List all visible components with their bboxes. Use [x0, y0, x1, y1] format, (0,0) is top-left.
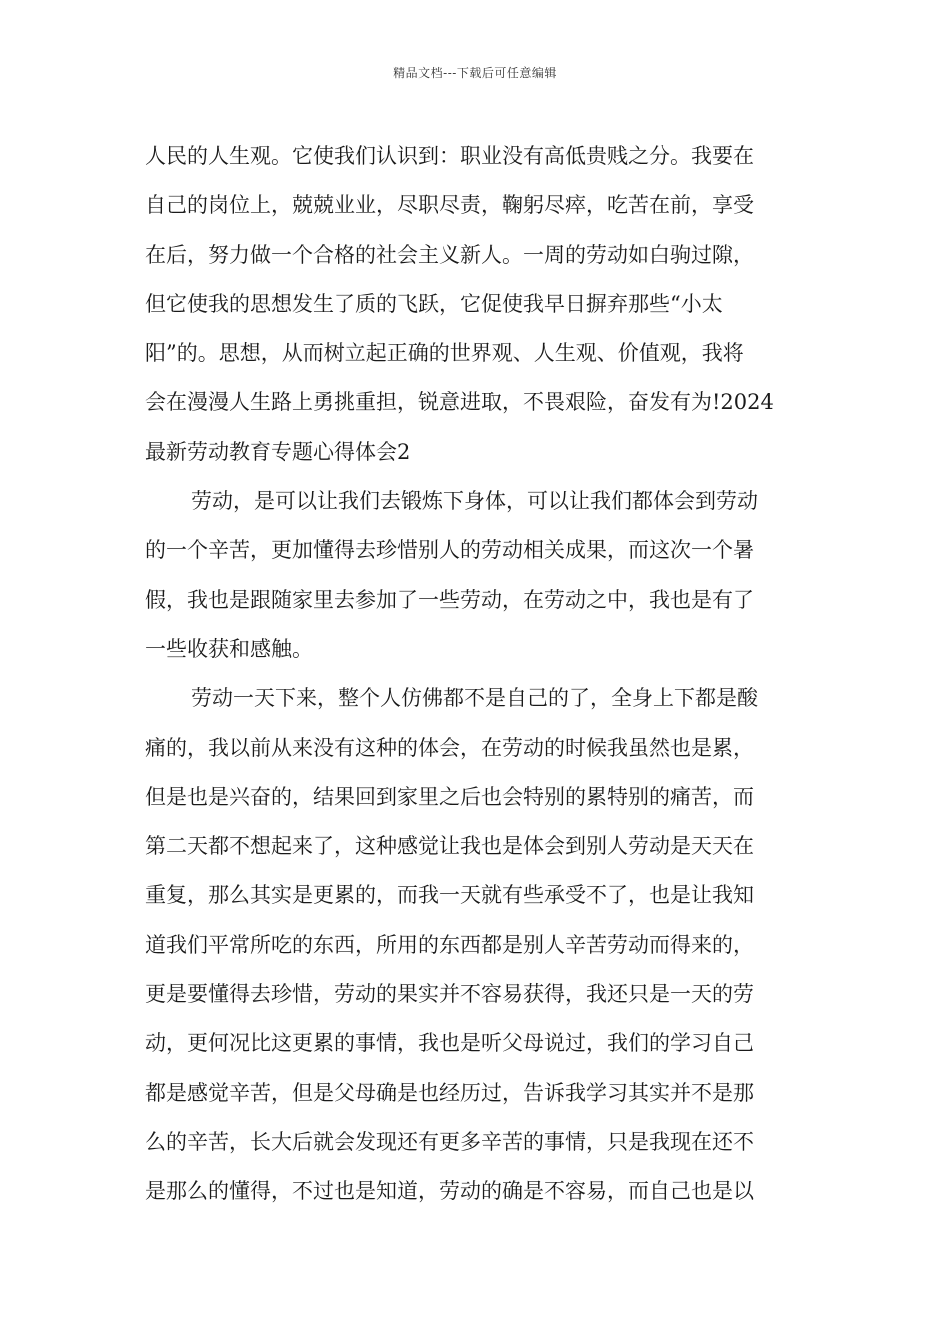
text-line: 一些收获和感触。 [145, 636, 313, 661]
text-line: 痛的，我以前从来没有这种的体会，在劳动的时候我虽然也是累， [145, 735, 754, 760]
paragraph-start-line: 劳动，是可以让我们去锻炼下身体，可以让我们都体会到劳动 [191, 489, 758, 514]
text-line: 都是感觉辛苦，但是父母确是也经历过，告诉我学习其实并不是那 [145, 1080, 754, 1105]
section-title: 最新劳动教育专题心得体会2 [145, 439, 411, 464]
text-line: 的一个辛苦，更加懂得去珍惜别人的劳动相关成果，而这次一个暑 [145, 538, 754, 563]
body-text [145, 132, 815, 1217]
text-line: 更是要懂得去珍惜，劳动的果实并不容易获得，我还只是一天的劳 [145, 982, 754, 1007]
text-line: 是那么的懂得，不过也是知道，劳动的确是不容易，而自己也是以 [145, 1179, 754, 1204]
text-line: 重复，那么其实是更累的，而我一天就有些承受不了，也是让我知 [145, 883, 754, 908]
page-header: 精品文档---下载后可任意编辑 [393, 66, 557, 80]
text-line: 但它使我的思想发生了质的飞跃，它促使我早日摒弃那些“小太 [145, 291, 723, 316]
text-line: 但是也是兴奋的，结果回到家里之后也会特别的累特别的痛苦，而 [145, 784, 754, 809]
text-line: 人民的人生观。它使我们认识到：职业没有高低贵贱之分。我要在 [145, 144, 754, 168]
text-line: 道我们平常所吃的东西，所用的东西都是别人辛苦劳动而得来的， [145, 932, 754, 957]
text-line: 动，更何况比这更累的事情，我也是听父母说过，我们的学习自己 [145, 1031, 754, 1056]
paragraph-start-line: 劳动一天下来，整个人仿佛都不是自己的了，全身上下都是酸 [191, 686, 758, 711]
text-line: 会在漫漫人生路上勇挑重担，锐意进取，不畏艰险，奋发有为!2024 [145, 390, 774, 415]
text-line: 阳”的。思想，从而树立起正确的世界观、人生观、价值观，我将 [145, 341, 744, 366]
text-line: 么的辛苦，长大后就会发现还有更多辛苦的事情，只是我现在还不 [145, 1129, 754, 1154]
text-line: 在后，努力做一个合格的社会主义新人。一周的劳动如白驹过隙， [145, 242, 754, 267]
text-line: 第二天都不想起来了，这种感觉让我也是体会到别人劳动是天天在 [145, 834, 754, 859]
text-line: 假，我也是跟随家里去参加了一些劳动，在劳动之中，我也是有了 [145, 587, 754, 612]
text-line: 自己的岗位上，兢兢业业，尽职尽责，鞠躬尽瘁，吃苦在前，享受 [145, 193, 754, 218]
